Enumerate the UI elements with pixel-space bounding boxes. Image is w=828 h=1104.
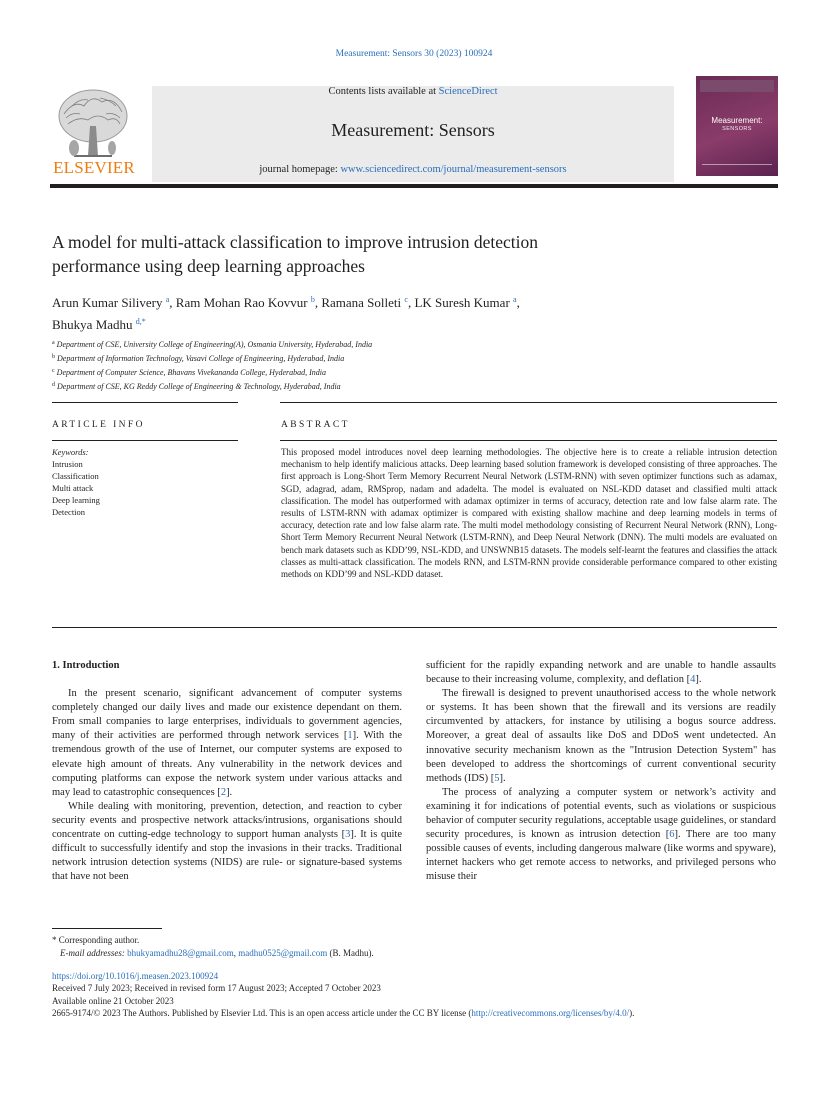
available-online-date: Available online 21 October 2023 (52, 995, 174, 1006)
email-suffix: (B. Madhu). (327, 947, 374, 958)
affiliation-key: b (52, 354, 55, 360)
paragraph-text: ]. With the tremendous growth of the use of Internet, our computer systems are exposed to elevate high amount of threats. Any vulnerability in the network devices and computing platforms can expose the network system under various attacks and may lead to catastrophic consequences [ (52, 730, 402, 798)
affiliation (52, 365, 752, 379)
paragraph-text: While dealing with monitoring, prevention, detection, and reaction to cyber security events and prospective network attacks/intrusions, organisations should concentrate on cutting-edge technology to support human analysts [ (52, 800, 402, 841)
license-link[interactable]: http://creativecommons.org/licenses/by/4.0/ (471, 1008, 630, 1019)
paragraph-text: ]. There are too many possible causes of events, including dangerous malware (like worms and spyware), internet hackers who get remote access to networks, and privileged persons who misuse their (426, 829, 776, 883)
body-column-right (426, 659, 776, 885)
author[interactable] (321, 295, 408, 310)
sciencedirect-link[interactable]: ScienceDirect (438, 86, 498, 97)
masthead-rule (50, 184, 778, 188)
citation-link[interactable]: 4 (690, 674, 696, 686)
paragraph-text: In the present scenario, significant advancement of computer systems completely changed our daily lives and made our existence dependant on them. From small companies to large enterprises, individuals to government agencies, many of their activities are performed through network services [ (52, 688, 402, 742)
affiliation-key: c (52, 368, 55, 374)
author[interactable] (52, 295, 169, 310)
journal-reference[interactable]: Measurement: Sensors 30 (2023) 100924 (335, 49, 493, 59)
affiliation (52, 351, 752, 365)
email-link[interactable]: bhukyamadhu28@gmail.com (127, 947, 234, 958)
body-rule (52, 627, 777, 628)
license-suffix: ). (629, 1008, 635, 1019)
author-separator: , (314, 295, 322, 310)
paragraph (52, 687, 402, 800)
article-title-line-2: performance using deep learning approaches (52, 256, 365, 276)
paragraph-text: The process of analyzing a computer system or network’s activity and examining it for indications of potential events, such as violations or suspicious behavior of computer security regulations, acceptable usage guidelines, or standard security procedures, is known as intrusion detection [ (426, 786, 776, 841)
body-column-left (52, 659, 402, 884)
corresponding-author-note: * Corresponding author. (52, 935, 140, 945)
author-affiliation-marker[interactable]: c (404, 295, 408, 304)
abstract-rule-top (280, 402, 777, 403)
received-dates: Received 7 July 2023; Received in revised form 17 August 2023; Accepted 7 October 2023 (52, 983, 381, 994)
journal-cover-thumbnail[interactable] (696, 76, 778, 176)
doi-link[interactable]: https://doi.org/10.1016/j.measen.2023.100924 (52, 971, 219, 981)
article-title (52, 230, 692, 278)
affiliation-text: Department of CSE, University College of Engineering(A), Osmania University, Hyderabad, India (56, 340, 373, 349)
article-info-rule-top (52, 402, 238, 403)
paragraph (426, 659, 776, 687)
abstract-text: This proposed model introduces novel deep learning methodologies. The objective here is to create a reliable intrusion detection mechanism to help identify malicious attacks. Deep learning based solution framework is developed consisting of three approaches. The first approach is Long-Short Term Memory Recurrent Neural Network (LSTM-RNN) with seven optimizer functions such as adamax, SGD, adagrad, adam, RMSprop, nadam and adadelta. The model is evaluated on NSL-KDD dataset and classified multi attack classification. The model has outperformed with adamax optimizer in terms of accuracy, detection rate and low false alarm rate. The results of LSTM-RNN with adamax optimizer is compared with existing shallow machine and deep learning models in terms of accuracy, detection rate and low false alarm rate. The multi model methodology consisting of Recurrent Neural Network (RNN), Long-Short Term Memory Recurrent Neural Network (LSTM-RNN), and Deep Neural Network (DNN). The multi models are evaluated on bench mark datasets such as KDD’99, NSL-KDD, and UNSWNB15 datasets. The models self-learnt the features and classifies the attack classes as multi-attack classification. The models RNN, and LSTM-RNN provide considerable performance compared to other existing methods on KDD’99 and NSL-KDD dataset. (281, 447, 777, 580)
author-name: LK Suresh Kumar (414, 295, 510, 310)
keywords-label: Keywords: (52, 447, 89, 457)
citation-link[interactable]: 2 (220, 786, 227, 798)
elsevier-logo[interactable] (50, 86, 138, 186)
author-affiliation-marker[interactable]: b (310, 295, 315, 304)
citation-link[interactable]: 3 (345, 829, 351, 841)
paragraph-text: ]. (695, 674, 702, 686)
affiliation-text: Department of Information Technology, Vasavi College of Engineering, Hyderabad, India (57, 354, 345, 363)
paragraph-text: ]. (499, 772, 506, 784)
article-title-line-1: A model for multi-attack classification to improve intrusion detection (52, 232, 538, 252)
contents-line (152, 86, 674, 97)
affiliation-list (52, 337, 752, 393)
paragraph-text: ]. (226, 786, 233, 798)
paragraph (52, 800, 402, 885)
keyword[interactable]: Classification (52, 471, 99, 481)
author-separator: , (169, 295, 176, 310)
paragraph (426, 786, 776, 885)
affiliation-text: Department of CSE, KG Reddy College of Engineering & Technology, Hyderabad, India (57, 382, 341, 391)
footnote-rule (52, 928, 162, 929)
homepage-line (152, 164, 674, 175)
author-name: Bhukya Madhu (52, 317, 133, 332)
author-separator: , (407, 295, 415, 310)
author-affiliation-marker[interactable]: a (165, 295, 170, 304)
license-line (52, 1007, 812, 1019)
affiliation-key: a (52, 340, 55, 346)
email-line (52, 947, 777, 960)
affiliation-text: Department of Computer Science, Bhavans Vivekananda College, Hyderabad, India (56, 368, 327, 377)
author-affiliation-marker[interactable]: d,* (135, 317, 146, 326)
keyword[interactable]: Intrusion (52, 459, 83, 469)
homepage-prefix: journal homepage: (259, 164, 341, 175)
affiliation (52, 337, 752, 351)
journal-title: Measurement: Sensors (331, 120, 495, 140)
elsevier-wordmark: ELSEVIER (53, 158, 135, 177)
email-label: E-mail addresses: (60, 947, 125, 958)
contents-prefix: Contents lists available at (328, 86, 439, 97)
cover-subtitle: SENSORS (722, 126, 752, 132)
author[interactable] (176, 295, 315, 310)
citation-link[interactable]: 5 (494, 772, 500, 784)
email-separator: , (233, 947, 239, 958)
author-separator: , (516, 295, 520, 310)
keywords-block (52, 446, 238, 518)
author-list (52, 290, 752, 334)
publication-info (52, 970, 812, 1020)
article-info-heading: ARTICLE INFO (52, 420, 145, 430)
cover-footer (702, 164, 772, 172)
journal-banner (152, 86, 674, 182)
affiliation (52, 379, 752, 393)
keyword[interactable]: Multi attack (52, 483, 94, 493)
masthead (50, 76, 778, 187)
keyword[interactable]: Detection (52, 507, 86, 517)
author-name: Arun Kumar Silivery (52, 295, 163, 310)
elsevier-tree-icon (54, 86, 132, 162)
license-text: 2665-9174/© 2023 The Authors. Published by Elsevier Ltd. This is an open access article under the CC BY license ( (52, 1008, 472, 1019)
paragraph-text: sufficient for the rapidly expanding network and are unable to handle assaults because to their increasing volume, complexity, and deflation [ (426, 660, 776, 686)
article-info-rule (52, 440, 238, 441)
citation-link[interactable]: 1 (347, 730, 353, 742)
author[interactable] (52, 317, 146, 332)
cover-title (700, 116, 774, 134)
section-heading: 1. Introduction (52, 660, 120, 671)
affiliation-key: d (52, 382, 55, 388)
citation-link[interactable]: 6 (669, 829, 675, 841)
abstract-rule (280, 440, 777, 441)
author[interactable] (414, 295, 516, 310)
keyword[interactable]: Deep learning (52, 495, 100, 505)
paragraph-text: The firewall is designed to prevent unauthorised access to the whole network or systems. It has been shown that the firewall and its versions are readily circumvented by attackers, for instance by utilising a bogus source address. Moreover, a great deal of assaults like DoS and DDoS went undetected. An innovative security mechanism known as the "Intrusion Detection System" has been developed to address the shortcomings of current conventional security methods (IDS) [ (426, 688, 776, 784)
author-name: Ram Mohan Rao Kovvur (175, 295, 308, 310)
footnote (52, 934, 777, 959)
cover-title-text: Measurement: (711, 116, 763, 125)
author-name: Ramana Solleti (321, 295, 402, 310)
abstract-heading: ABSTRACT (281, 420, 350, 430)
email-link[interactable]: madhu0525@gmail.com (238, 947, 328, 958)
author-affiliation-marker[interactable]: a (513, 295, 517, 304)
paragraph (426, 687, 776, 786)
paragraph-text: ]. It is quite difficult to successfully identify and stop the invasions in their tracks. Traditional network intrusion detection systems (NIDS) are rule- or signature-based systems that have not been (52, 829, 402, 883)
cover-header-band (700, 80, 774, 92)
journal-homepage-link[interactable]: www.sciencedirect.com/journal/measurement-sensors (340, 164, 567, 175)
